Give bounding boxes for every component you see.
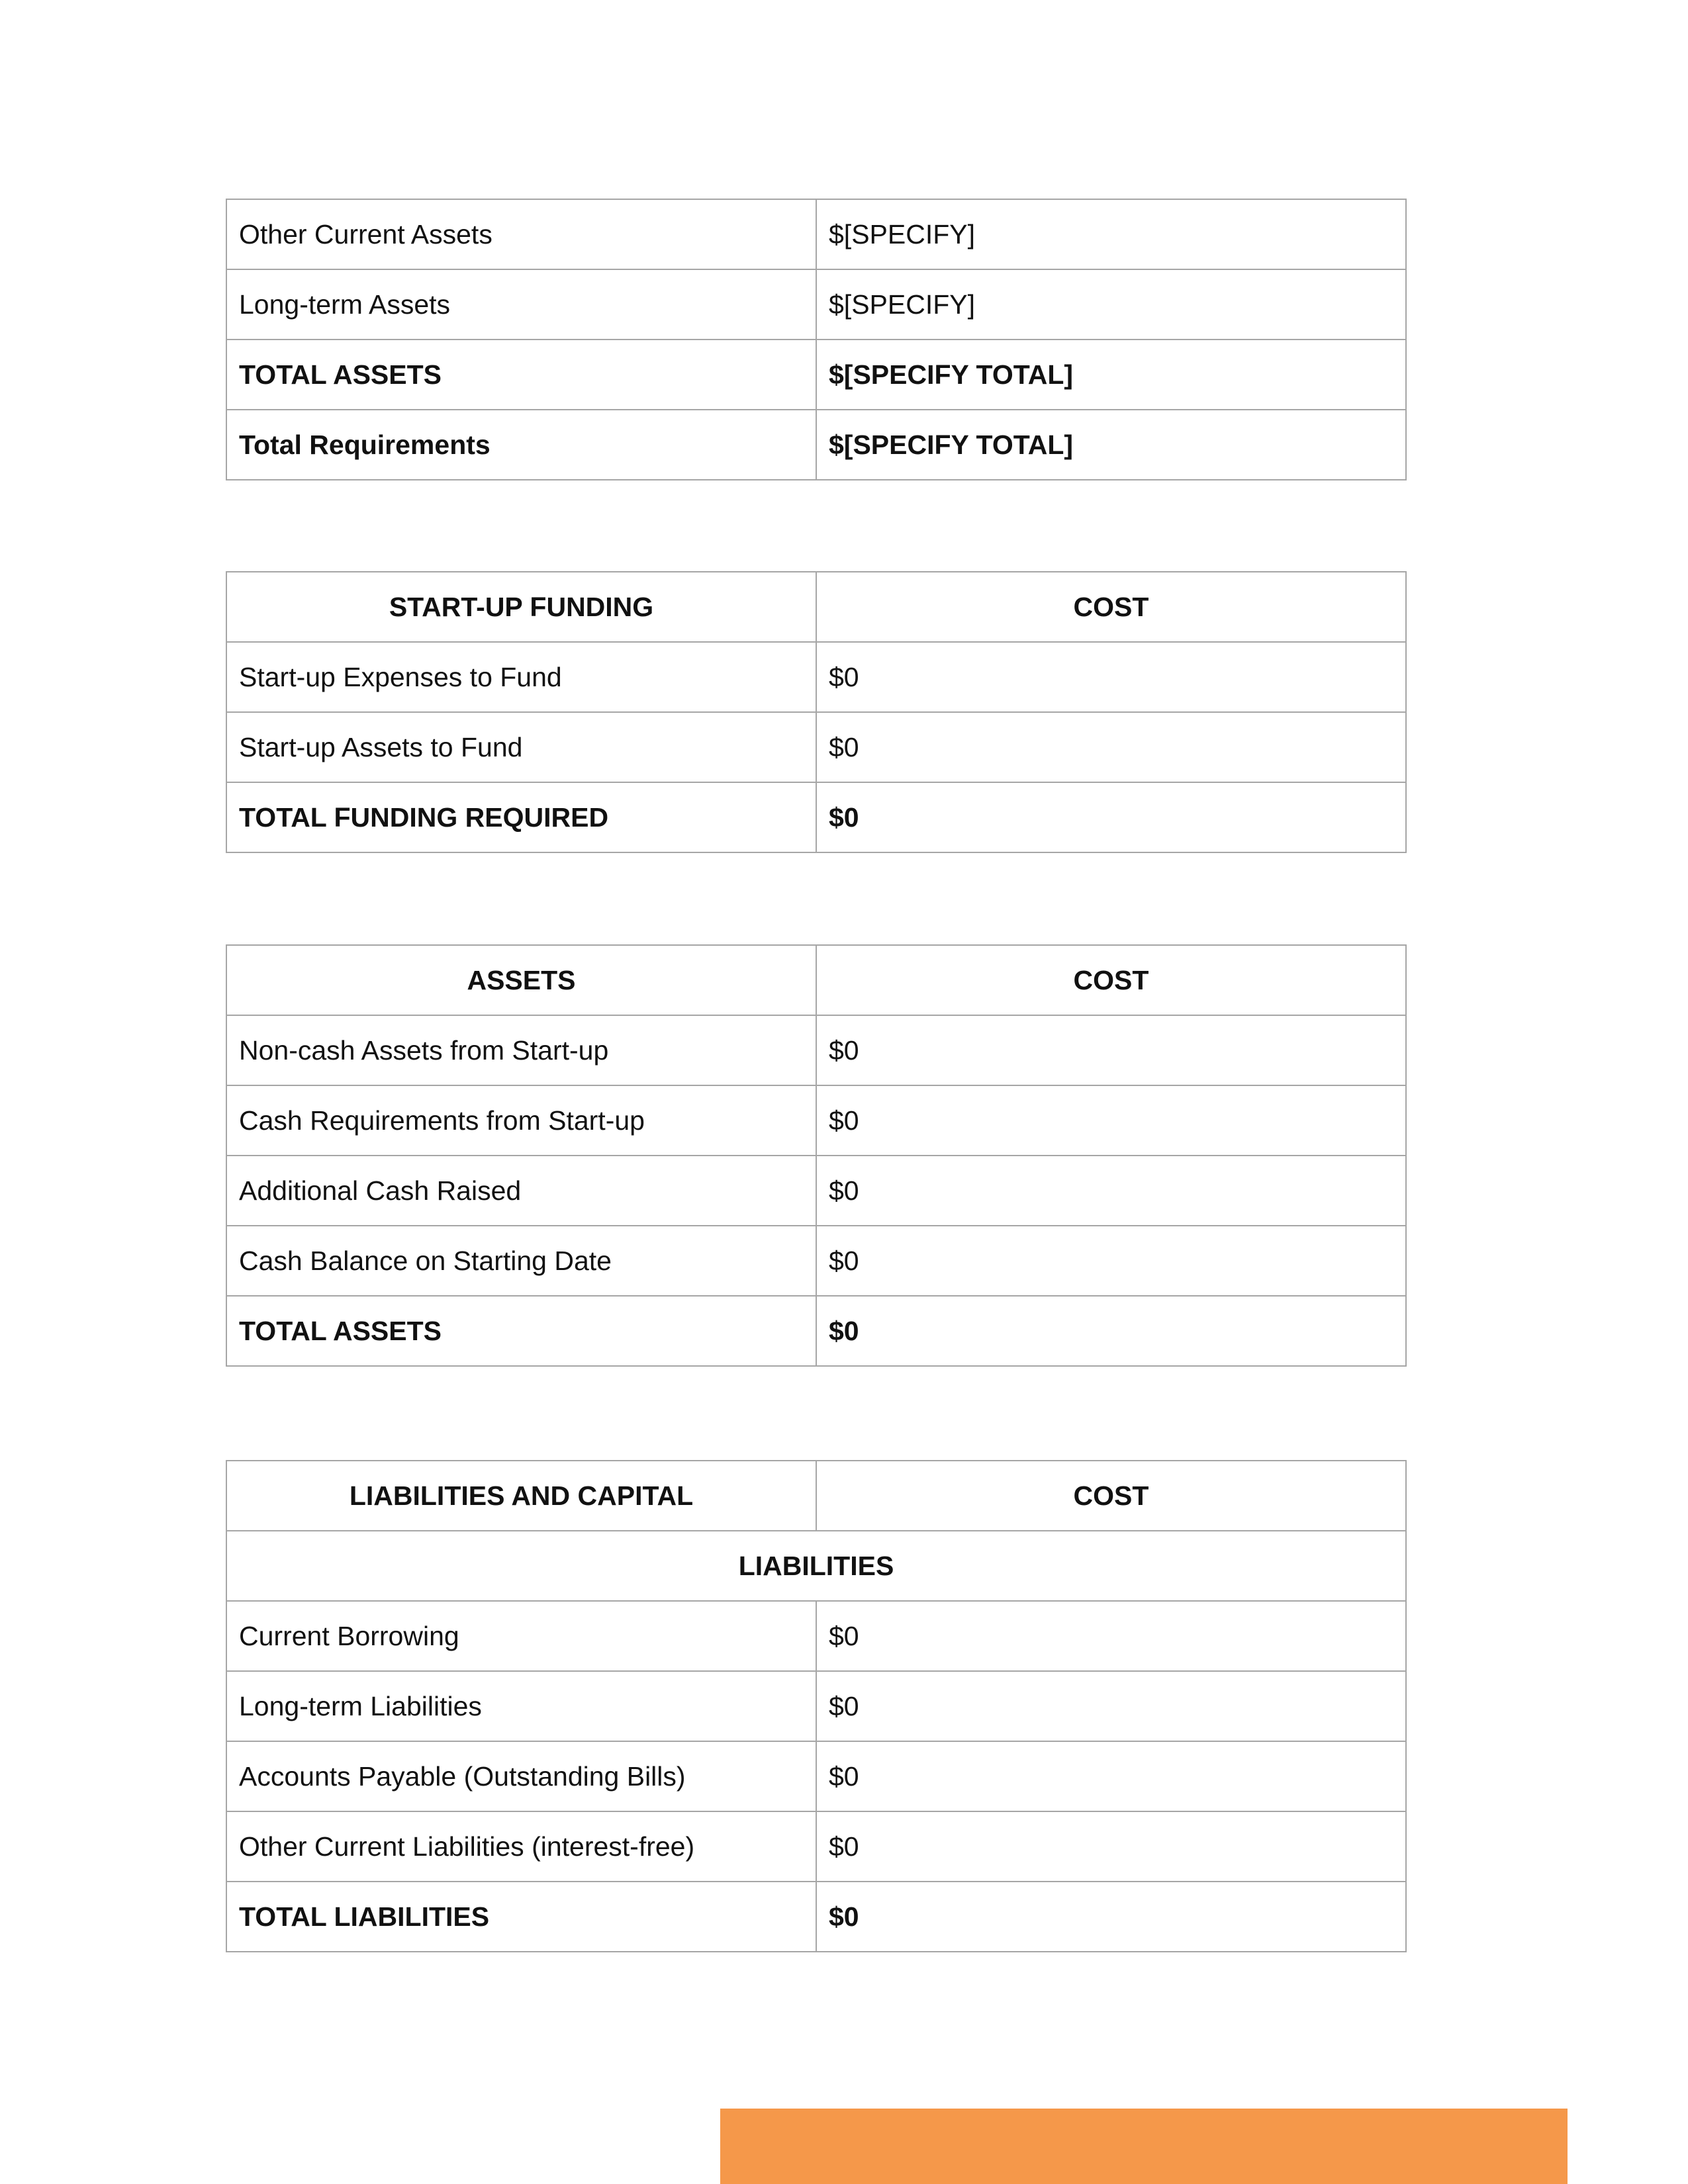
table-row (226, 1811, 1406, 1882)
table-row (226, 1296, 1406, 1366)
total-requirements-label: Total Requirements (226, 410, 816, 480)
table-header-row (226, 572, 1406, 642)
total-assets-label: TOTAL ASSETS (226, 340, 816, 410)
row-label: Non-cash Assets from Start-up (226, 1015, 816, 1085)
row-value: $0 (816, 1156, 1406, 1226)
column-header-cost: COST (816, 572, 1406, 642)
row-label: Long-term Assets (226, 269, 816, 340)
row-value: $0 (816, 1671, 1406, 1741)
liabilities-capital-table (226, 1460, 1407, 1952)
table-row (226, 1226, 1406, 1296)
assets-table (226, 944, 1407, 1367)
table-row (226, 1741, 1406, 1811)
total-liabilities-value: $0 (816, 1882, 1406, 1952)
total-requirements-value: $[SPECIFY TOTAL] (816, 410, 1406, 480)
table-row (226, 1671, 1406, 1741)
table-row (226, 269, 1406, 340)
row-label: Accounts Payable (Outstanding Bills) (226, 1741, 816, 1811)
row-label: Start-up Assets to Fund (226, 712, 816, 782)
requirements-summary-table (226, 199, 1407, 480)
table-row (226, 1601, 1406, 1671)
row-value: $0 (816, 1741, 1406, 1811)
column-header-assets: ASSETS (226, 945, 816, 1015)
total-liabilities-label: TOTAL LIABILITIES (226, 1882, 816, 1952)
row-value: $0 (816, 1226, 1406, 1296)
total-assets-label: TOTAL ASSETS (226, 1296, 816, 1366)
row-label: Other Current Liabilities (interest-free) (226, 1811, 816, 1882)
total-assets-value: $0 (816, 1296, 1406, 1366)
section-heading-liabilities: LIABILITIES (226, 1531, 1406, 1601)
table-row (226, 340, 1406, 410)
row-value: $0 (816, 1811, 1406, 1882)
column-header-liabilities-capital: LIABILITIES AND CAPITAL (226, 1461, 816, 1531)
row-value: $0 (816, 1601, 1406, 1671)
column-header-cost: COST (816, 1461, 1406, 1531)
row-label: Current Borrowing (226, 1601, 816, 1671)
table-row (226, 1015, 1406, 1085)
table-row (226, 1882, 1406, 1952)
footer-accent-bar (720, 2109, 1568, 2184)
total-funding-label: TOTAL FUNDING REQUIRED (226, 782, 816, 852)
row-label: Additional Cash Raised (226, 1156, 816, 1226)
row-label: Other Current Assets (226, 199, 816, 269)
total-funding-value: $0 (816, 782, 1406, 852)
table-row (226, 410, 1406, 480)
row-value: $0 (816, 642, 1406, 712)
table-row (226, 782, 1406, 852)
row-value: $0 (816, 1015, 1406, 1085)
row-label: Cash Balance on Starting Date (226, 1226, 816, 1296)
table-row (226, 712, 1406, 782)
table-row (226, 1156, 1406, 1226)
row-value: $0 (816, 1085, 1406, 1156)
table-row (226, 642, 1406, 712)
table-header-row (226, 1461, 1406, 1531)
startup-funding-table (226, 571, 1407, 853)
table-header-row (226, 945, 1406, 1015)
column-header-funding: START-UP FUNDING (226, 572, 816, 642)
row-value: $[SPECIFY] (816, 199, 1406, 269)
row-label: Start-up Expenses to Fund (226, 642, 816, 712)
table-row (226, 1085, 1406, 1156)
total-assets-value: $[SPECIFY TOTAL] (816, 340, 1406, 410)
section-row (226, 1531, 1406, 1601)
column-header-cost: COST (816, 945, 1406, 1015)
table-row (226, 199, 1406, 269)
row-label: Long-term Liabilities (226, 1671, 816, 1741)
row-value: $[SPECIFY] (816, 269, 1406, 340)
row-value: $0 (816, 712, 1406, 782)
row-label: Cash Requirements from Start-up (226, 1085, 816, 1156)
